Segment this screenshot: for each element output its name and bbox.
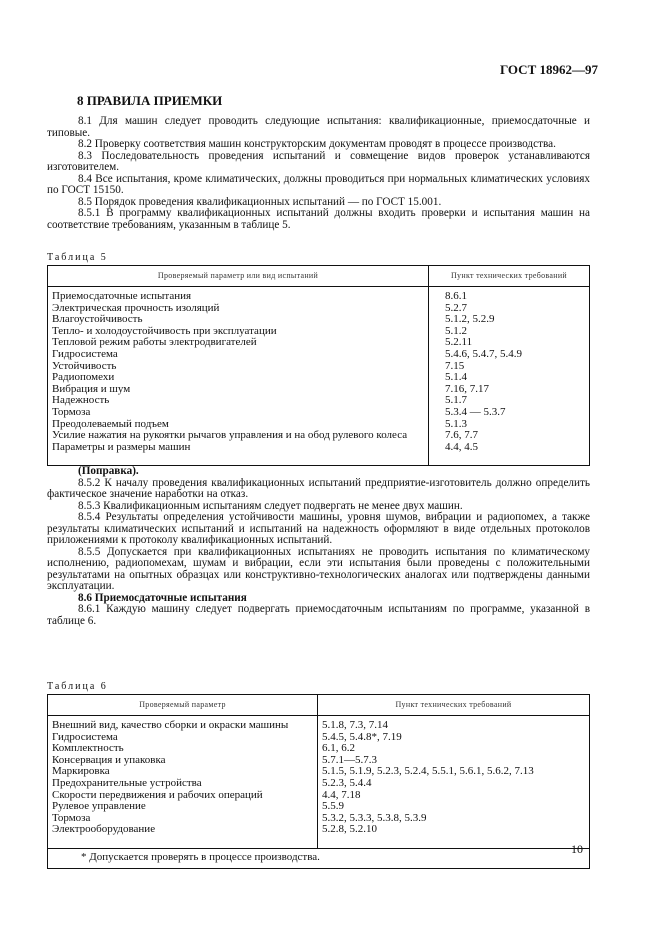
- param-cell: Тормоза: [48, 813, 318, 825]
- clause-cell: 7.15: [429, 361, 590, 373]
- paragraph: 8.3 Последовательность проведения испытаний и совмещение видов проверок устанавливаются изготовителем.: [47, 149, 590, 173]
- table6-header-param: Проверяемый параметр: [48, 695, 318, 716]
- table-row: [48, 361, 590, 373]
- clause-cell: 5.2.11: [429, 337, 590, 349]
- clause-cell: 5.1.3: [429, 419, 590, 431]
- param-cell: Тормоза: [48, 407, 429, 419]
- param-cell: Параметры и размеры машин: [48, 442, 429, 466]
- table6-header-clause: Пункт технических требований: [318, 695, 590, 716]
- paragraph: 8.4 Все испытания, кроме климатических, должны проводиться при нормальных климатических условиях по ГОСТ 15150.: [47, 172, 590, 196]
- param-cell: Комплектность: [48, 743, 318, 755]
- param-cell: Радиопомехи: [48, 372, 429, 384]
- table-row: [48, 442, 590, 466]
- paragraph: 8.5.5 Допускается при квалификационных испытаниях не проводить испытания по климатическому исполнению, радиопомехам, шумам и вибрации, если эти испытания были проведены с положительными результатами на опытных образцах или конструктивно-технологических аналогах или подтверждены данными эксплуатации.: [47, 545, 590, 592]
- clause-cell: 5.2.7: [429, 303, 590, 315]
- clause-cell: 5.5.9: [318, 801, 590, 813]
- param-cell: Тепло- и холодоустойчивость при эксплуатации: [48, 326, 429, 338]
- table-row: [48, 732, 590, 744]
- paragraph: 8.6.1 Каждую машину следует подвергать приемосдаточным испытаниям по программе, указанной в таблице 6.: [47, 603, 590, 627]
- table6: [47, 694, 590, 869]
- table6-caption: Таблица 6: [47, 681, 108, 692]
- table-row: [48, 384, 590, 396]
- clause-cell: 5.4.6, 5.4.7, 5.4.9: [429, 349, 590, 361]
- param-cell: Предохранительные устройства: [48, 778, 318, 790]
- subheading: (Поправка).: [78, 465, 139, 477]
- clause-cell: 5.1.8, 7.3, 7.14: [318, 716, 590, 732]
- table-row: [48, 778, 590, 790]
- table-row: [48, 430, 590, 442]
- param-cell: Маркировка: [48, 766, 318, 778]
- clause-cell: 4.4, 4.5: [429, 442, 590, 466]
- clause-cell: 5.1.5, 5.1.9, 5.2.3, 5.2.4, 5.5.1, 5.6.1, 5.6.2, 7.13: [318, 766, 590, 778]
- table-row: [48, 287, 590, 303]
- clause-cell: 5.1.2: [429, 326, 590, 338]
- table-row: [48, 824, 590, 848]
- clause-cell: 7.6, 7.7: [429, 430, 590, 442]
- page-number: 10: [571, 842, 583, 856]
- param-cell: Приемосдаточные испытания: [48, 287, 429, 303]
- clause-cell: 8.6.1: [429, 287, 590, 303]
- paragraphs-top: [47, 116, 590, 231]
- param-cell: Гидросистема: [48, 349, 429, 361]
- param-cell: Тепловой режим работы электродвигателей: [48, 337, 429, 349]
- param-cell: Рулевое управление: [48, 801, 318, 813]
- param-cell: Гидросистема: [48, 732, 318, 744]
- section-title: 8 ПРАВИЛА ПРИЕМКИ: [77, 93, 223, 108]
- paragraph: 8.5.3 Квалификационным испытаниям следует подвергать не менее двух машин.: [78, 499, 463, 512]
- param-cell: Преодолеваемый подъем: [48, 419, 429, 431]
- table6-footnote: * Допускается проверять в процессе производства.: [48, 848, 590, 868]
- table-row: [48, 407, 590, 419]
- clause-cell: 5.1.4: [429, 372, 590, 384]
- clause-cell: 4.4, 7.18: [318, 790, 590, 802]
- table5-caption: Таблица 5: [47, 252, 108, 263]
- table5: [47, 265, 590, 466]
- document-id: ГОСТ 18962—97: [499, 62, 598, 77]
- paragraph: 8.5.1 В программу квалификационных испытаний должны входить проверки и испытания машин на соответствие требованиям, указанным в таблице 5.: [47, 207, 590, 231]
- paragraph: 8.5 Порядок проведения квалификационных испытаний — по ГОСТ 15.001.: [78, 195, 442, 208]
- param-cell: Консервация и упаковка: [48, 755, 318, 767]
- clause-cell: 5.2.3, 5.4.4: [318, 778, 590, 790]
- param-cell: Устойчивость: [48, 361, 429, 373]
- param-cell: Внешний вид, качество сборки и окраски машины: [48, 716, 318, 732]
- table-row: [48, 716, 590, 732]
- clause-cell: 6.1, 6.2: [318, 743, 590, 755]
- clause-cell: 5.7.1—5.7.3: [318, 755, 590, 767]
- param-cell: Влагоустойчивость: [48, 314, 429, 326]
- subheading: 8.6 Приемосдаточные испытания: [78, 591, 247, 604]
- clause-cell: 5.3.2, 5.3.3, 5.3.8, 5.3.9: [318, 813, 590, 825]
- param-cell: Надежность: [48, 395, 429, 407]
- clause-cell: 5.1.7: [429, 395, 590, 407]
- table5-header-param: Проверяемый параметр или вид испытаний: [48, 266, 429, 287]
- param-cell: Электрооборудование: [48, 824, 318, 848]
- table-row: [48, 372, 590, 384]
- paragraph: 8.1 Для машин следует проводить следующие испытания: квалификационные, приемосдаточные и типовые.: [47, 115, 590, 139]
- param-cell: Электрическая прочность изоляций: [48, 303, 429, 315]
- clause-cell: 5.1.2, 5.2.9: [429, 314, 590, 326]
- table-row: [48, 395, 590, 407]
- clause-cell: 7.16, 7.17: [429, 384, 590, 396]
- paragraph: 8.5.4 Результаты определения устойчивости машины, уровня шумов, вибрации и радиопомех, а также результаты климатических испытаний и испытаний на надежность оформляют в виде отдельных протоколов приложениями к протоколу квалификационных испытаний.: [47, 511, 590, 546]
- paragraph: 8.2 Проверку соответствия машин конструкторским документам проводят в процессе производства.: [78, 138, 556, 150]
- table-row: [48, 801, 590, 813]
- paragraphs-mid: [47, 466, 590, 627]
- param-cell: Скорости передвижения и рабочих операций: [48, 790, 318, 802]
- table-row: [48, 349, 590, 361]
- param-cell: Вибрация и шум: [48, 384, 429, 396]
- clause-cell: 5.2.8, 5.2.10: [318, 824, 590, 848]
- clause-cell: 5.4.5, 5.4.8*, 7.19: [318, 732, 590, 744]
- param-cell: Усилие нажатия на рукоятки рычагов управления и на обод рулевого колеса: [48, 430, 429, 442]
- clause-cell: 5.3.4 — 5.3.7: [429, 407, 590, 419]
- paragraph: 8.5.2 К началу проведения квалификационных испытаний предприятие-изготовитель должно определить фактическое значение наработки на отказ.: [47, 476, 590, 500]
- table5-header-clause: Пункт технических требований: [429, 266, 590, 287]
